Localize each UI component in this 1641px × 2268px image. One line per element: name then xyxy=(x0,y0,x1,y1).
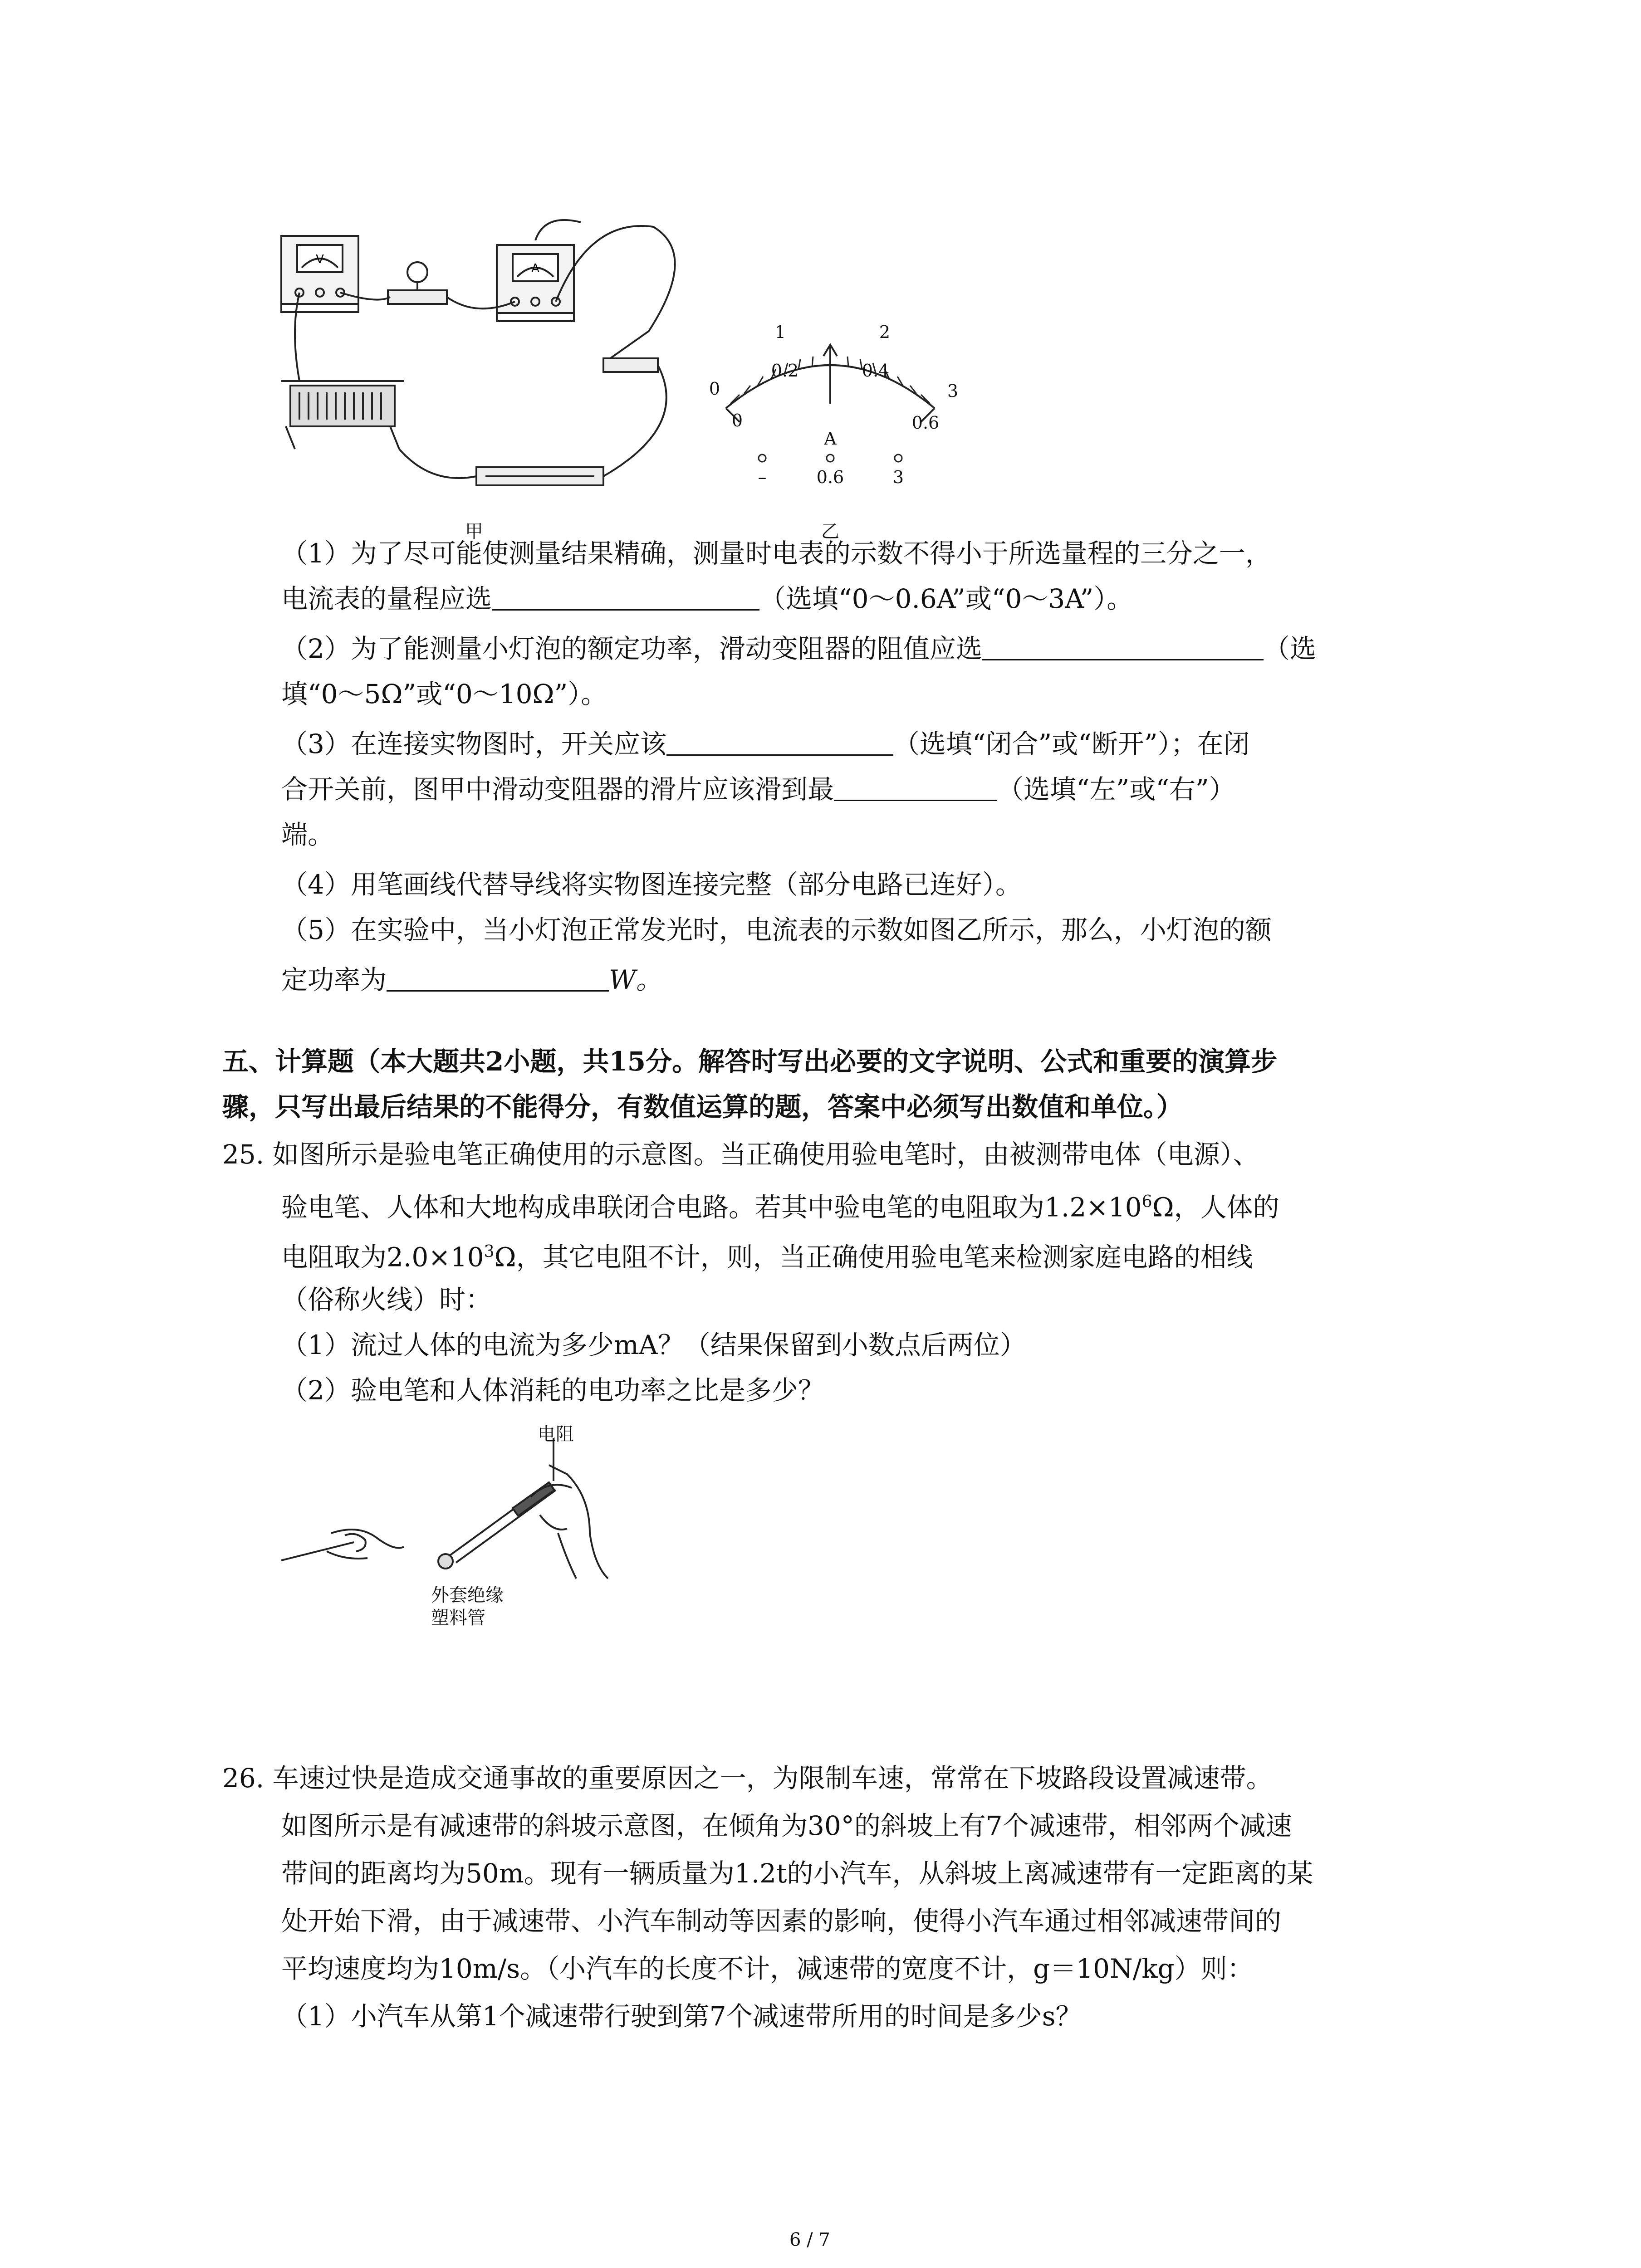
q26-line6: （1）小汽车从第1个减速带行驶到第7个减速带所用的时间是多少s？ xyxy=(281,2001,1082,2032)
q26-line4: 处开始下滑，由于减速带、小汽车制动等因素的影响，使得小汽车通过相邻减速带间的 xyxy=(281,1906,1282,1936)
q25-line3-a: 电阻取为2.0×10 xyxy=(281,1242,484,1273)
section-5-line1: 五、计算题（本大题共2小题，共15分。解答时写出必要的文字说明、公式和重要的演算步 xyxy=(222,1046,1278,1077)
terminal-06: 0.6 xyxy=(816,467,844,487)
section-5-line2: 骤，只写出最后结果的不能得分，有数值运算的题，答案中必须写出数值和单位。） xyxy=(222,1091,1183,1122)
ammeter-dial-figure xyxy=(694,313,1003,494)
dial-bottom-label-0: 0 xyxy=(731,411,743,430)
page-number: 6 / 7 xyxy=(789,2229,830,2250)
terminal-neg: – xyxy=(758,467,767,487)
answer-blank-rheostat[interactable] xyxy=(982,632,1264,660)
section-5-heading xyxy=(222,1043,1447,1134)
q24-part5-line1: （5）在实验中，当小灯泡正常发光时，电流表的示数如图乙所示，那么，小灯泡的额 xyxy=(281,914,1272,945)
circuit-figure xyxy=(272,213,735,503)
q24-part1-hint: （选填“0～0.6A”或“0～3A”）。 xyxy=(759,583,1133,614)
q24-part3-hint-a: （选填“闭合”或“断开”）；在闭 xyxy=(893,728,1250,759)
dial-top-label-3: 3 xyxy=(947,381,959,401)
q24-part3-line2 xyxy=(281,771,1235,807)
q24-part2-text: （2）为了能测量小灯泡的额定功率，滑动变阻器的阻值应选 xyxy=(281,633,982,664)
answer-blank-switch[interactable] xyxy=(666,727,893,756)
test-pen-figure xyxy=(277,1424,631,1633)
figure-label-yi: 乙 xyxy=(821,521,839,542)
question-24-parts xyxy=(281,535,1461,1025)
answer-blank-power[interactable] xyxy=(387,963,609,992)
dial-top-label-2: 2 xyxy=(879,322,891,342)
label-tube-line2: 塑料管 xyxy=(431,1608,485,1628)
dial-top-label-1: 1 xyxy=(774,322,786,342)
q26-line5: 平均速度均为10m/s。（小汽车的长度不计，减速带的宽度不计，g＝10N/kg）则： xyxy=(281,1953,1254,1984)
dial-unit: A xyxy=(824,429,837,449)
voltmeter-symbol: V xyxy=(316,253,324,266)
q24-part5-unit: W。 xyxy=(609,964,662,995)
answer-blank-current-range[interactable] xyxy=(492,582,759,611)
q26-line3: 带间的距离均为50m。现有一辆质量为1.2t的小汽车，从斜坡上离减速带有一定距离的某 xyxy=(281,1858,1313,1889)
dial-top-label-0: 0 xyxy=(709,379,720,399)
q24-part1-line2 xyxy=(281,581,1133,617)
circuit-diagram xyxy=(272,213,735,503)
q25-line4: （俗称火线）时： xyxy=(281,1284,492,1315)
ammeter-symbol: A xyxy=(531,262,539,275)
q24-part5-line2 xyxy=(281,962,662,998)
q24-part1-text: 电流表的量程应选 xyxy=(281,583,492,614)
figure-label-jia: 甲 xyxy=(465,521,483,542)
q24-part3-hint-b: （选填“左”或“右”） xyxy=(997,774,1235,805)
dial-bottom-label-3: 0.6 xyxy=(911,413,940,433)
q24-part5-text: 定功率为 xyxy=(281,964,387,995)
q24-part2-line2: 填“0～5Ω”或“0～10Ω”）。 xyxy=(281,679,607,709)
q25-line3-b: Ω，其它电阻不计，则，当正确使用验电笔来检测家庭电路的相线 xyxy=(494,1242,1253,1273)
q26-line2: 如图所示是有减速带的斜坡示意图，在倾角为30°的斜坡上有7个减速带，相邻两个减速 xyxy=(281,1810,1292,1841)
q24-part3-text: （3）在连接实物图时，开关应该 xyxy=(281,728,666,759)
q25-line2-b: Ω，人体的 xyxy=(1152,1192,1279,1223)
question-26 xyxy=(222,1760,1447,2055)
q25-line2-a: 验电笔、人体和大地构成串联闭合电路。若其中验电笔的电阻取为1.2×10 xyxy=(281,1192,1142,1223)
q25-line3 xyxy=(281,1234,1253,1275)
q24-part2-hint-a: （选 xyxy=(1263,633,1316,664)
label-tube-line1: 外套绝缘 xyxy=(431,1585,504,1606)
ammeter-dial xyxy=(694,313,1003,494)
q25-line5: （1）流过人体的电流为多少mA？（结果保留到小数点后两位） xyxy=(281,1330,1026,1360)
dial-bottom-label-1: 0.2 xyxy=(771,361,799,381)
question-25 xyxy=(222,1136,1447,1427)
q24-part3-text-b: 合开关前，图甲中滑动变阻器的滑片应该滑到最 xyxy=(281,774,834,805)
q24-part3-line3: 端。 xyxy=(281,819,334,850)
terminal-3: 3 xyxy=(892,467,904,487)
dial-bottom-label-2: 0.4 xyxy=(862,361,890,381)
q25-line1: 25. 如图所示是验电笔正确使用的示意图。当正确使用验电笔时，由被测带电体（电源）、 xyxy=(222,1139,1259,1170)
q26-line1: 26. 车速过快是造成交通事故的重要原因之一，为限制车速，常常在下坡路段设置减速带。 xyxy=(222,1763,1273,1794)
q25-line3-exp: 3 xyxy=(484,1242,495,1261)
q25-line2-exp: 6 xyxy=(1141,1193,1152,1211)
q24-part3-line1 xyxy=(281,726,1250,762)
q25-line6: （2）验电笔和人体消耗的电功率之比是多少？ xyxy=(281,1375,824,1406)
q24-part1-line1: （1）为了尽可能使测量结果精确，测量时电表的示数不得小于所选量程的三分之一， xyxy=(281,538,1272,569)
q24-part2-line1 xyxy=(281,631,1316,667)
answer-blank-slider-side[interactable] xyxy=(834,772,997,801)
q25-line2 xyxy=(281,1184,1279,1225)
label-resistor: 电阻 xyxy=(538,1424,574,1445)
q24-part4: （4）用笔画线代替导线将实物图连接完整（部分电路已连好）。 xyxy=(281,869,1022,900)
